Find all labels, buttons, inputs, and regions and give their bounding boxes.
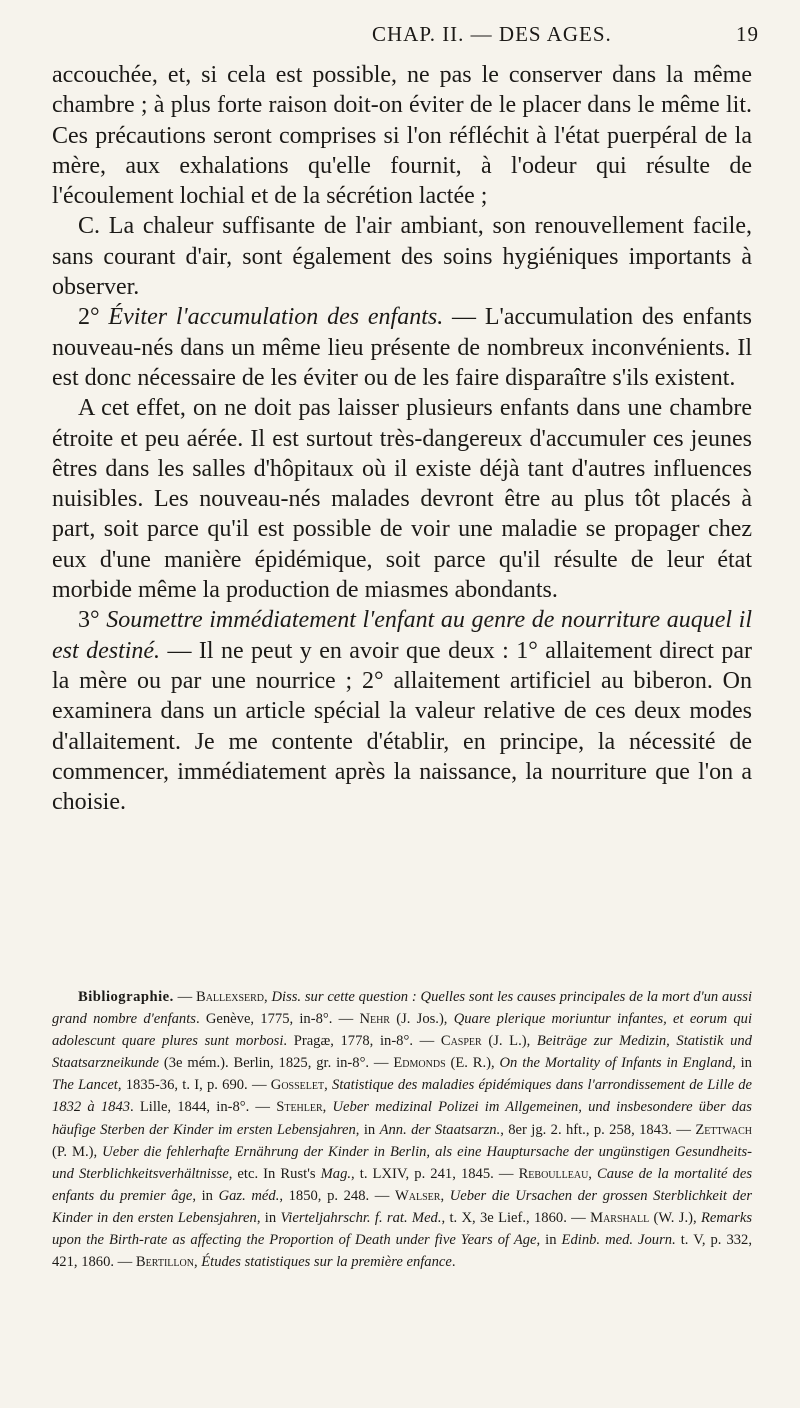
bibliography-label: Bibliographie. bbox=[78, 989, 174, 1005]
biblio-title: Études statistiques sur la première enfance bbox=[201, 1254, 452, 1271]
biblio-title: Quare plerique moriuntur infantes, et eorum qui adolescunt quare plures sunt morbosi bbox=[52, 1011, 752, 1050]
section-text: — Il ne peut y en avoir que deux : 1° allaitement direct par la mère ou par une nourrice ; 2° allaitement artificiel au biberon. On examinera dans un article spécial la valeur relative de ces deux modes d'allaitement. Je me contente d'établir, en principe, la nécessité de commencer, immédiatement après la naissance, la nourriture que l'on a choisie. bbox=[52, 637, 753, 816]
paragraph-accouchee: accouchée, et, si cela est possible, ne pas le conserver dans la même chambre ; à plus forte raison doit-on éviter de le placer dans le même lit. Ces précautions seront comprises si l'on réfléchit à l'état puerpéral de la mère, aux exhalations qu'elle fournit, à l'odeur qui résulte de l'écoulement lochial et de la sécrétion lactée ; bbox=[52, 62, 752, 210]
biblio-text: t. V, p. 332, 421, 1860. — bbox=[52, 1232, 753, 1271]
biblio-text: (W. J.), bbox=[649, 1209, 701, 1226]
biblio-text: . bbox=[451, 1254, 456, 1271]
biblio-text: (3e mém.). Berlin, 1825, gr. in-8°. — bbox=[159, 1055, 394, 1072]
biblio-title: Remarks upon the Birth-rate as affecting the Proportion of Death under five Years of Age bbox=[52, 1209, 753, 1249]
biblio-title: Cause de la mortalité des enfants du premier âge bbox=[52, 1165, 752, 1204]
biblio-text: . Lille, 1844, in-8°. — bbox=[130, 1099, 277, 1116]
biblio-text: , bbox=[324, 1077, 333, 1094]
biblio-text: , etc. In Rust's bbox=[228, 1165, 321, 1182]
page-header bbox=[0, 18, 800, 54]
biblio-text: , in bbox=[192, 1187, 219, 1204]
biblio-text: , t. LXIV, p. 241, 1845. — bbox=[351, 1165, 519, 1182]
section-heading: Éviter l'accumulation des enfants. bbox=[108, 304, 444, 331]
biblio-text: , bbox=[440, 1187, 450, 1204]
paragraph-chaleur: C. La chaleur suffisante de l'air ambiant, son renouvellement facile, sans courant d'air, sont également des soins hygiéniques importants à observer. bbox=[52, 213, 752, 301]
running-head: CHAP. II. — DES AGES. bbox=[372, 22, 612, 46]
paragraph-a-cet-effet: A cet effet, on ne doit pas laisser plusieurs enfants dans une chambre étroite et peu aérée. Il est surtout très-dangereux d'accumuler ces jeunes êtres dans les salles d'hôpitaux où il existe déjà tant d'autres influences nuisibles. Les nouveau-nés malades devront être au plus tôt placés à part, soit parce qu'il est possible de voir une maladie se propager chez eux d'une manière épidémique, soit parce qu'il résulte de leur état morbide même la production de miasmes abondants. bbox=[52, 395, 752, 604]
biblio-author: Stehler bbox=[276, 1099, 323, 1116]
biblio-text: , 1835-36, t. I, p. 690. — bbox=[117, 1077, 271, 1094]
biblio-author: Edmonds bbox=[393, 1055, 446, 1072]
biblio-text: , bbox=[322, 1099, 333, 1116]
biblio-title: Beiträge zur Medizin, Statistik und Staatsarzneikunde bbox=[52, 1033, 752, 1072]
biblio-text: , in bbox=[256, 1209, 281, 1226]
biblio-author: Marshall bbox=[590, 1209, 650, 1226]
biblio-author: Casper bbox=[440, 1033, 482, 1050]
biblio-title: Diss. sur cette question : Quelles sont les causes principales de la mort d'un aussi grand nombre d'enfants bbox=[52, 989, 753, 1028]
biblio-author: Gosselet bbox=[270, 1077, 325, 1094]
biblio-author: Bertillon bbox=[135, 1254, 194, 1271]
biblio-title: Gaz. méd. bbox=[218, 1187, 280, 1204]
biblio-title: Ueber die fehlerhafte Ernährung der Kinder in Berlin, als eine Hauptursache der ungünstigen Gesundheits-und Sterblichkeitsverhältnisse bbox=[52, 1143, 752, 1182]
biblio-text: , 8er jg. 2. hft., p. 258, 1843. — bbox=[500, 1121, 696, 1138]
biblio-text: . Genève, 1775, in-8°. — bbox=[195, 1011, 360, 1028]
biblio-text: , in bbox=[732, 1055, 752, 1072]
biblio-title: Ann. der Staatsarzn. bbox=[379, 1121, 501, 1138]
section-number: 3° bbox=[78, 607, 100, 634]
biblio-title: Edinb. med. Journ. bbox=[561, 1232, 676, 1249]
biblio-text: , 1850, p. 248. — bbox=[279, 1187, 395, 1204]
biblio-text: , bbox=[264, 989, 272, 1005]
biblio-text: (J. L.), bbox=[481, 1033, 537, 1050]
biblio-title: Statistique des maladies épidémiques dans l'arrondissement de Lille de 1832 à 1843 bbox=[52, 1077, 753, 1116]
biblio-title: The Lancet bbox=[52, 1077, 118, 1094]
section-heading: Soumettre immédiatement l'enfant au genre de nourriture auquel il est destiné. bbox=[52, 607, 753, 664]
biblio-text: (P. M.), bbox=[52, 1143, 103, 1160]
biblio-title: Vierteljahrschr. f. rat. Med. bbox=[280, 1209, 442, 1226]
section-eviter-accumulation bbox=[52, 302, 752, 393]
section-number: 2° bbox=[78, 304, 100, 331]
bibliography bbox=[52, 986, 752, 1273]
biblio-author: Zettwach bbox=[695, 1121, 752, 1138]
page-number: 19 bbox=[736, 22, 759, 46]
biblio-text: — bbox=[173, 989, 196, 1005]
biblio-author: Reboulleau bbox=[518, 1165, 589, 1182]
biblio-text: , bbox=[193, 1254, 202, 1271]
section-text: — L'accumulation des enfants nouveau-nés dans un même lieu présente de nombreux inconvénients. Il est donc nécessaire de les éviter ou de les faire disparaître s'ils existent. bbox=[52, 304, 753, 391]
section-soumettre-nourriture bbox=[52, 605, 752, 817]
biblio-text: , in bbox=[536, 1232, 562, 1249]
biblio-author: Walser bbox=[395, 1187, 441, 1204]
biblio-text: , in bbox=[355, 1121, 380, 1138]
biblio-text: (J. Jos.), bbox=[389, 1011, 454, 1028]
biblio-title: Ueber die Ursachen der grossen Sterblichkeit der Kinder in den ersten Lebensjahren bbox=[52, 1187, 753, 1226]
biblio-author: Ballexserd bbox=[195, 989, 265, 1005]
biblio-title: Ueber medizinal Polizei im Allgemeinen, und insbesondere über das häufige Sterben der Kinder im ersten Lebensjahren bbox=[52, 1099, 752, 1138]
biblio-text: , t. X, 3e Lief., 1860. — bbox=[441, 1209, 591, 1226]
biblio-author: Nehr bbox=[359, 1011, 390, 1028]
biblio-text: (E. R.), bbox=[445, 1055, 500, 1072]
biblio-text: , bbox=[588, 1165, 598, 1182]
body-text bbox=[52, 60, 752, 817]
biblio-text: . Pragæ, 1778, in-8°. — bbox=[283, 1033, 441, 1050]
biblio-title: Mag. bbox=[320, 1165, 352, 1182]
biblio-title: On the Mortality of Infants in England bbox=[499, 1055, 733, 1072]
